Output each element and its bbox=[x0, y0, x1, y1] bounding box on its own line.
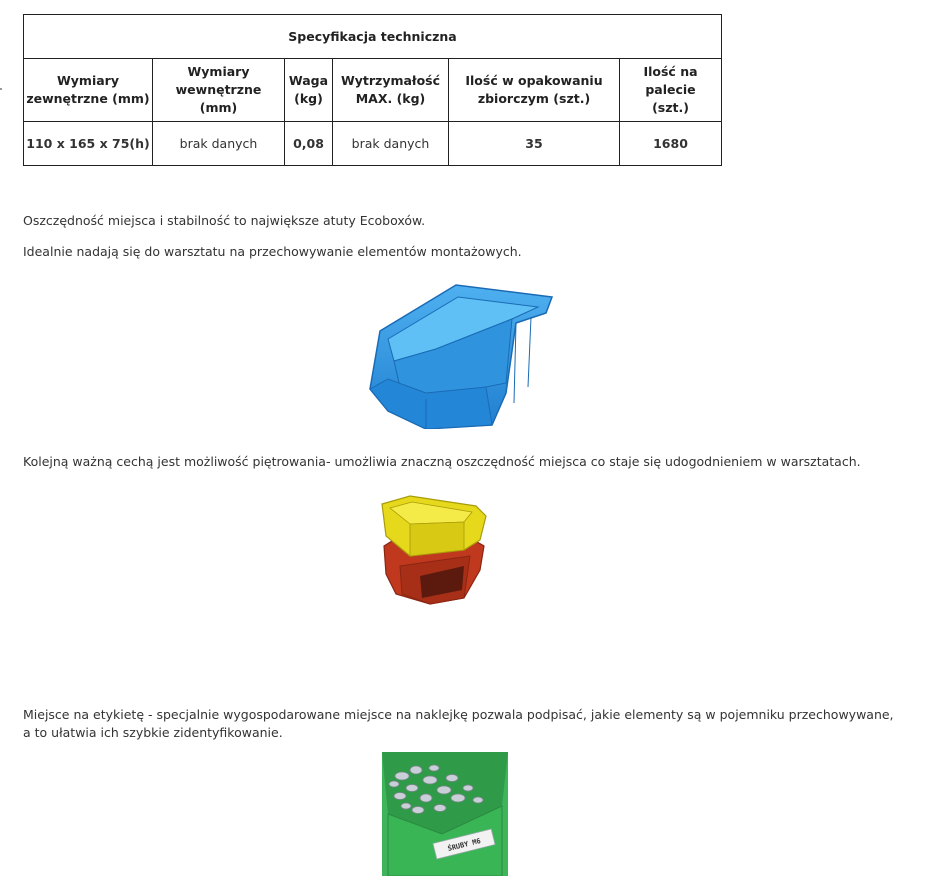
cell-package-qty: 35 bbox=[449, 122, 620, 166]
header-inner-dimensions: Wymiary wewnętrzne (mm) bbox=[153, 59, 285, 122]
header-outer-dimensions: Wymiary zewnętrzne (mm) bbox=[24, 59, 153, 122]
spec-title: Specyfikacja techniczna bbox=[24, 15, 722, 59]
table-row bbox=[24, 122, 722, 166]
green-bin-image bbox=[382, 752, 508, 876]
cell-inner-dimensions: brak danych bbox=[153, 122, 285, 166]
paragraph-label-slot: Miejsce na etykietę - specjalnie wygospodarowane miejsce na naklejkę pozwala podpisać, jakie elementy są w pojemniku przechowywane, a to ułatwia ich szybkie zidentyfikowanie. bbox=[23, 707, 894, 740]
paragraph-space-saving: Oszczędność miejsca i stabilność to największe atuty Ecoboxów. bbox=[23, 213, 426, 228]
cell-max-load: brak danych bbox=[333, 122, 449, 166]
paragraph-stacking: Kolejną ważną cechą jest możliwość piętrowania- umożliwia znaczną oszczędność miejsca co staje się udogodnieniem w warsztatach. bbox=[23, 454, 861, 469]
header-pallet-qty: Ilość na palecie (szt.) bbox=[620, 59, 722, 122]
margin-dot bbox=[0, 88, 2, 90]
bin-label-text: ŚRUBY M6 bbox=[446, 837, 482, 853]
cell-weight: 0,08 bbox=[285, 122, 333, 166]
stacked-bins-image bbox=[380, 494, 488, 606]
header-max-load: Wytrzymałość MAX. (kg) bbox=[333, 59, 449, 122]
header-weight: Waga (kg) bbox=[285, 59, 333, 122]
header-package-qty: Ilość w opakowaniu zbiorczym (szt.) bbox=[449, 59, 620, 122]
cell-outer-dimensions: 110 x 165 x 75(h) bbox=[24, 122, 153, 166]
spec-table bbox=[23, 14, 722, 166]
blue-bin-image bbox=[366, 283, 558, 429]
cell-pallet-qty: 1680 bbox=[620, 122, 722, 166]
paragraph-workshop-use: Idealnie nadają się do warsztatu na przechowywanie elementów montażowych. bbox=[23, 244, 522, 259]
